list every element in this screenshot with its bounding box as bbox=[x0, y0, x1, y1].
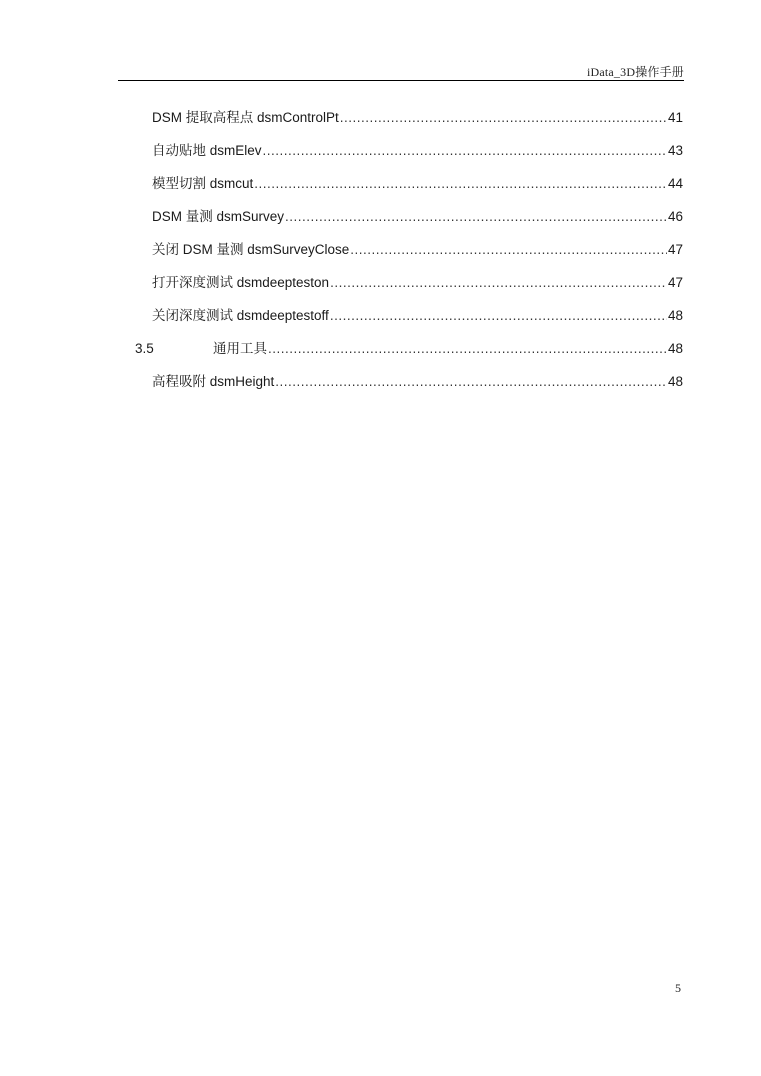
toc-entry-page: 44 bbox=[667, 176, 683, 191]
toc-dot-leader bbox=[330, 306, 667, 326]
toc-entry-label: 关闭深度测试 dsmdeeptestoff bbox=[152, 308, 329, 323]
toc-entry-page: 48 bbox=[667, 341, 683, 356]
toc-entry-dsm-deeptest-on[interactable] bbox=[152, 273, 683, 293]
toc-dot-leader bbox=[285, 207, 667, 227]
toc-entry-label: 关闭 DSM 量测 dsmSurveyClose bbox=[152, 242, 350, 257]
toc-entry-page: 46 bbox=[667, 209, 683, 224]
toc-entry-page: 47 bbox=[667, 242, 683, 257]
toc-dot-leader bbox=[254, 174, 667, 194]
toc-entry-dsm-cut[interactable] bbox=[152, 174, 683, 194]
toc-dot-leader bbox=[340, 108, 667, 128]
toc-dot-leader bbox=[263, 141, 667, 161]
toc-entry-label: DSM 量测 dsmSurvey bbox=[152, 209, 285, 224]
toc-entry-label: 自动贴地 dsmElev bbox=[152, 143, 262, 158]
toc-entry-page: 47 bbox=[667, 275, 683, 290]
toc-entry-dsm-control-pt[interactable] bbox=[152, 108, 683, 128]
toc-dot-leader bbox=[268, 339, 667, 359]
toc-entry-label: 打开深度测试 dsmdeepteston bbox=[152, 275, 330, 290]
toc-entry-label: 通用工具 bbox=[213, 341, 267, 356]
toc-entry-label: 高程吸附 dsmHeight bbox=[152, 374, 275, 389]
toc-entry-label: 模型切割 dsmcut bbox=[152, 176, 254, 191]
toc-entry-page: 48 bbox=[667, 374, 683, 389]
toc-entry-page: 43 bbox=[667, 143, 683, 158]
toc-entry-dsm-deeptest-off[interactable] bbox=[152, 306, 683, 326]
toc-section-number: 3.5 bbox=[135, 341, 154, 356]
page-number: 5 bbox=[675, 981, 681, 995]
toc-entry-dsm-survey-close[interactable] bbox=[152, 240, 683, 260]
toc-dot-leader bbox=[330, 273, 667, 293]
page-header-title: iData_3D操作手册 bbox=[586, 65, 684, 79]
toc-dot-leader bbox=[275, 372, 667, 392]
toc-entry-label: DSM 提取高程点 dsmControlPt bbox=[152, 110, 339, 125]
toc-entry-page: 48 bbox=[667, 308, 683, 323]
header-rule bbox=[118, 80, 684, 81]
toc-dot-leader bbox=[350, 240, 667, 260]
toc-entry-dsm-height[interactable] bbox=[152, 372, 683, 392]
toc-entry-page: 41 bbox=[667, 110, 683, 125]
toc-entry-dsm-elev[interactable] bbox=[152, 141, 683, 161]
toc-entry-general-tools[interactable] bbox=[135, 339, 683, 359]
toc-entry-dsm-survey[interactable] bbox=[152, 207, 683, 227]
